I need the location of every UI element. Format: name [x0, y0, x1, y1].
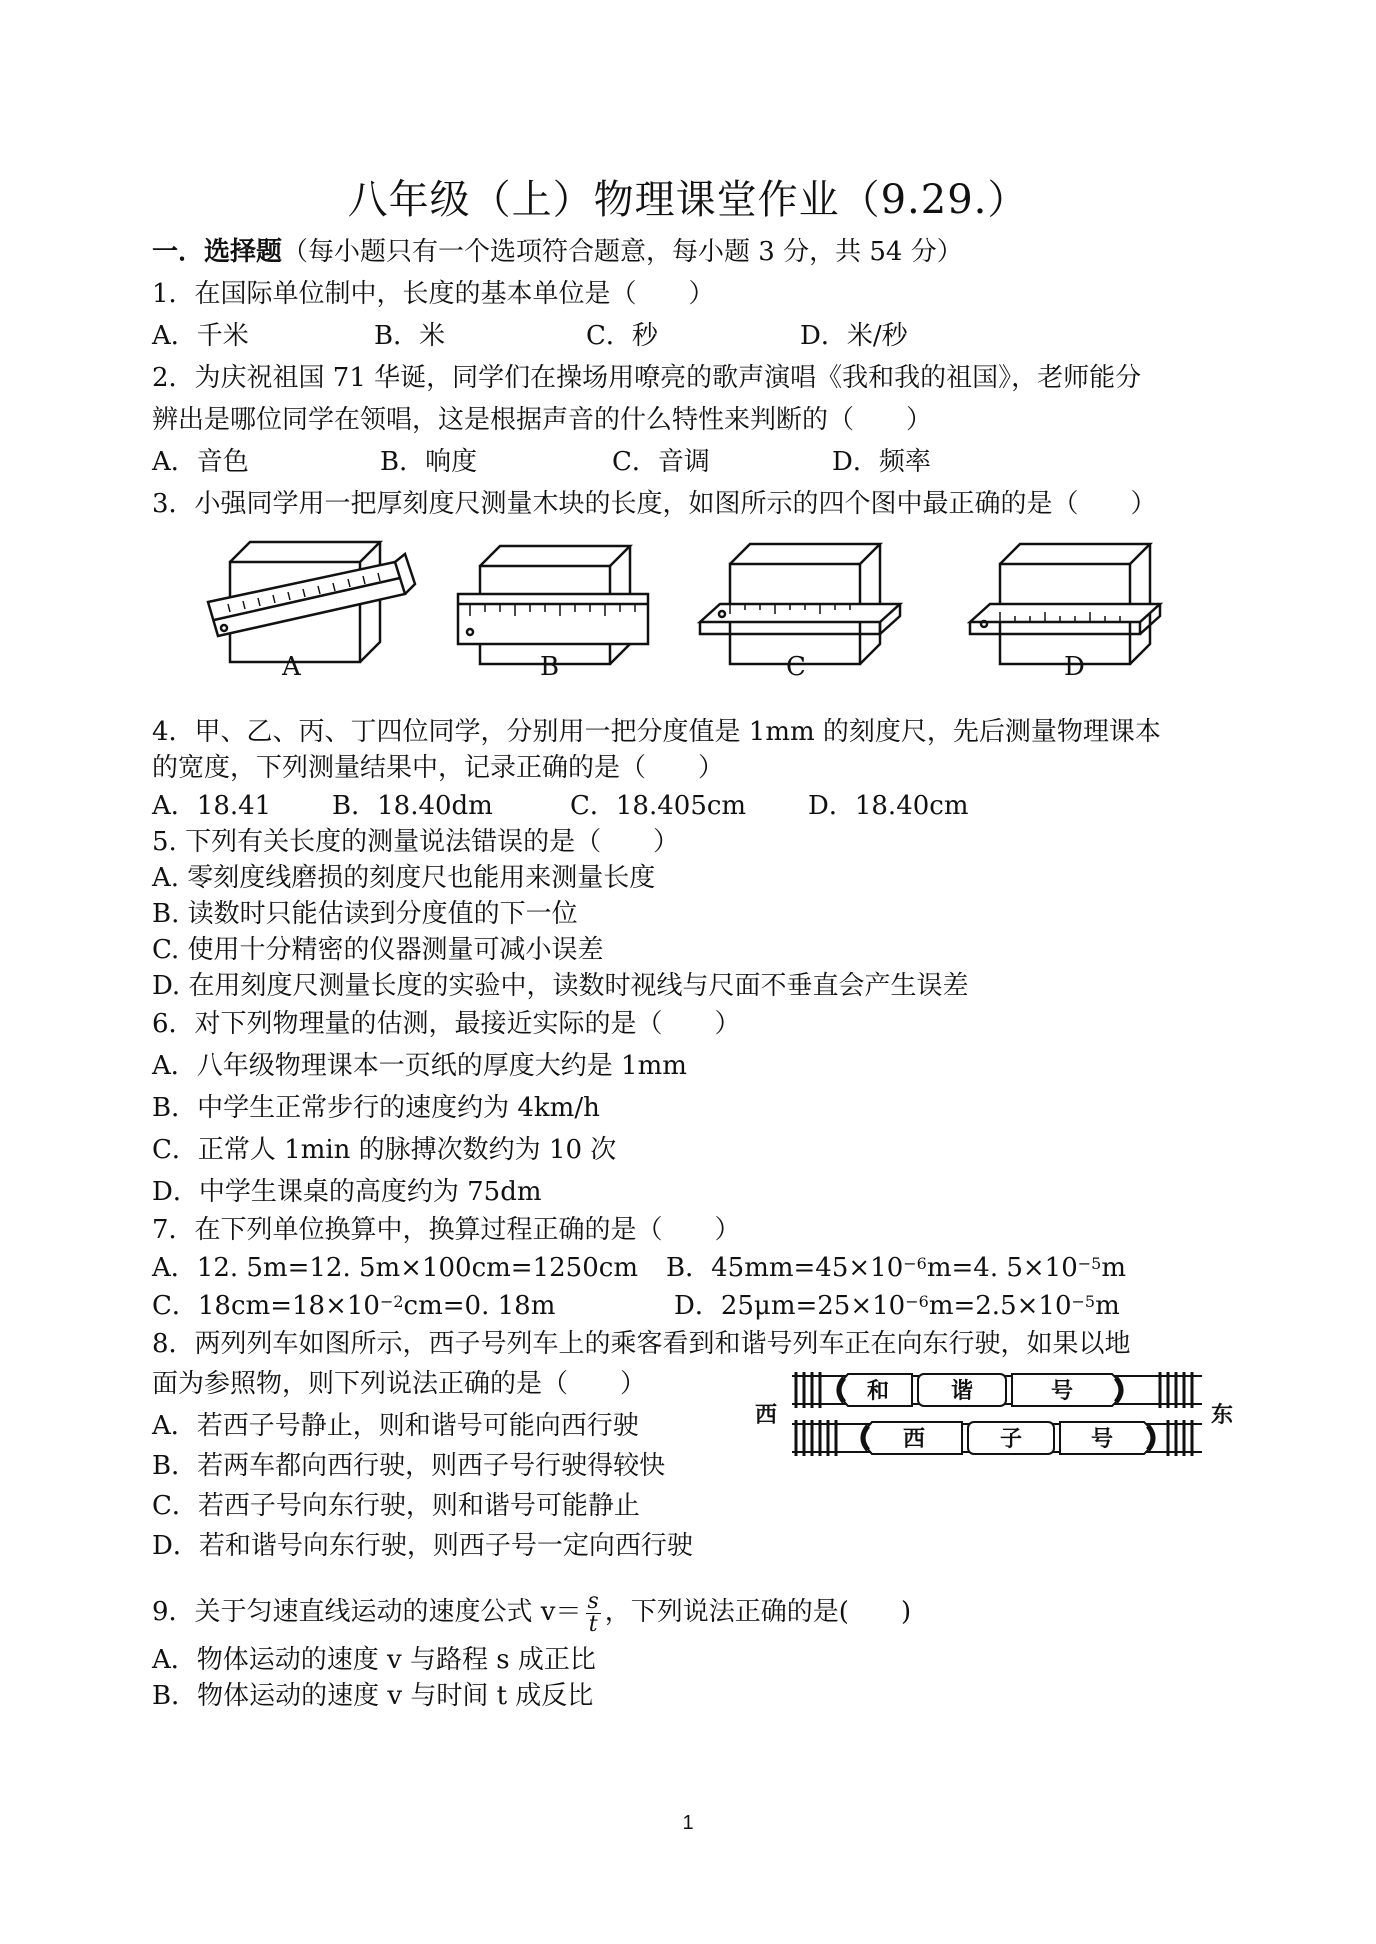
- q7-d-exp2: −5: [1071, 1292, 1096, 1311]
- q1-option-a: A．千米: [152, 321, 249, 351]
- q7-b-mid: m=4. 5×10: [926, 1253, 1078, 1283]
- q5-stem: 5. 下列有关长度的测量说法错误的是（ ）: [152, 827, 680, 857]
- figure-label-c: C: [786, 652, 806, 682]
- q2-option-b: B．响度: [380, 447, 478, 477]
- q9-fraction-denominator: t: [588, 1611, 598, 1637]
- section-heading: [152, 236, 963, 268]
- q8-train-figure: [752, 1366, 1236, 1462]
- q5-option-c: C. 使用十分精密的仪器测量可减小误差: [152, 935, 604, 965]
- page-title: 八年级（上）物理课堂作业（9.29.）: [347, 177, 1029, 223]
- q7-d-mid: m=2.5×10: [928, 1291, 1072, 1321]
- q8-stem-line2: 面为参照物，则下列说法正确的是（ ）: [152, 1369, 647, 1399]
- figure-label-b: B: [540, 652, 560, 682]
- q5-option-b: B. 读数时只能估读到分度值的下一位: [152, 899, 578, 929]
- q9-stem-post: ，下列说法正确的是( ): [604, 1597, 912, 1627]
- figure-d-drawing: [970, 544, 1160, 664]
- q8-top-car-1: 和: [866, 1378, 890, 1404]
- q5-option-a: A. 零刻度线磨损的刻度尺也能用来测量长度: [152, 863, 656, 893]
- q6-option-b: B．中学生正常步行的速度约为 4km/h: [152, 1093, 600, 1123]
- q8-bottom-car-3: 号: [1090, 1426, 1114, 1452]
- q4-option-a: A．18.41: [152, 791, 272, 821]
- page-number: 1: [682, 1812, 694, 1834]
- q9-option-a: A．物体运动的速度 v 与路程 s 成正比: [152, 1645, 596, 1675]
- q1-option-d: D．米/秒: [800, 321, 908, 351]
- q6-option-d: D．中学生课桌的高度约为 75dm: [152, 1177, 542, 1207]
- q1-option-c: C．秒: [586, 321, 658, 351]
- q7-option-a: A．12. 5m=12. 5m×100cm=1250cm: [152, 1253, 638, 1283]
- q4-stem-line2: 的宽度，下列测量结果中，记录正确的是（ ）: [152, 753, 725, 783]
- q2-stem-line2: 辨出是哪位同学在领唱，这是根据声音的什么特性来判断的（ ）: [152, 405, 933, 435]
- q8-west-label: 西: [754, 1402, 778, 1428]
- figure-a-drawing: [208, 542, 415, 662]
- q9-stem-pre: 9．关于匀速直线运动的速度公式 v＝: [152, 1597, 582, 1627]
- q7-option-d: [674, 1290, 1120, 1322]
- q8-top-car-2: 谐: [950, 1378, 974, 1404]
- q9-fraction-numerator: s: [587, 1588, 599, 1614]
- q7-b-post: m: [1101, 1253, 1127, 1283]
- q8-option-c: C．若西子号向东行驶，则和谐号可能静止: [152, 1491, 640, 1521]
- q7-b-exp2: −5: [1077, 1254, 1102, 1273]
- q4-stem-line1: 4．甲、乙、丙、丁四位同学，分别用一把分度值是 1mm 的刻度尺，先后测量物理课本: [152, 717, 1161, 747]
- q7-option-b: [666, 1252, 1126, 1284]
- q4-option-b: B．18.40dm: [332, 791, 493, 821]
- q9-option-b: B．物体运动的速度 v 与时间 t 成反比: [152, 1681, 594, 1711]
- q2-option-c: C．音调: [612, 447, 710, 477]
- q8-option-d: D．若和谐号向东行驶，则西子号一定向西行驶: [152, 1531, 693, 1561]
- q7-d-pre: D．25μm=25×10: [674, 1291, 906, 1321]
- q3-ruler-figures: [200, 524, 1180, 674]
- q7-c-pre: C．18cm=18×10: [152, 1291, 380, 1321]
- q8-bottom-car-2: 子: [999, 1426, 1023, 1452]
- section-label: 一．选择题: [152, 237, 283, 267]
- q5-option-d: D. 在用刻度尺测量长度的实验中，读数时视线与尺面不垂直会产生误差: [152, 971, 969, 1001]
- figure-label-a: A: [282, 652, 301, 682]
- q8-option-a: A．若西子号静止，则和谐号可能向西行驶: [152, 1411, 639, 1441]
- q2-option-d: D．频率: [832, 447, 931, 477]
- q7-c-post: cm=0. 18m: [403, 1291, 556, 1321]
- q8-stem-line1: 8．两列列车如图所示，西子号列车上的乘客看到和谐号列车正在向东行驶，如果以地: [152, 1329, 1131, 1359]
- q7-d-post: m: [1095, 1291, 1120, 1321]
- q1-stem: 1．在国际单位制中，长度的基本单位是（ ）: [152, 279, 715, 309]
- figure-b-drawing: [458, 546, 648, 664]
- q4-option-c: C．18.405cm: [570, 791, 747, 821]
- q7-b-pre: B．45mm=45×10: [666, 1253, 904, 1283]
- q3-stem: 3．小强同学用一把厚刻度尺测量木块的长度，如图所示的四个图中最正确的是（ ）: [152, 489, 1157, 519]
- q8-bottom-car-1: 西: [902, 1426, 926, 1452]
- q7-stem: 7．在下列单位换算中，换算过程正确的是（ ）: [152, 1215, 741, 1245]
- q1-option-b: B．米: [374, 321, 446, 351]
- q7-d-exp1: −6: [905, 1292, 929, 1311]
- figure-c-drawing: [700, 544, 900, 664]
- q6-option-c: C．正常人 1min 的脉搏次数约为 10 次: [152, 1135, 617, 1165]
- q9-fraction: [586, 1588, 601, 1637]
- figure-label-d: D: [1064, 652, 1085, 682]
- q8-top-car-3: 号: [1050, 1378, 1074, 1404]
- q7-c-exp1: −2: [379, 1292, 404, 1311]
- q9-stem: [152, 1584, 911, 1640]
- q7-option-c: [152, 1290, 555, 1322]
- q6-option-a: A．八年级物理课本一页纸的厚度大约是 1mm: [152, 1051, 687, 1081]
- q8-option-b: B．若两车都向西行驶，则西子号行驶得较快: [152, 1451, 666, 1481]
- q6-stem: 6．对下列物理量的估测，最接近实际的是（ ）: [152, 1009, 741, 1039]
- q2-stem-line1: 2．为庆祝祖国 71 华诞，同学们在操场用嘹亮的歌声演唱《我和我的祖国》，老师能分: [152, 363, 1142, 393]
- section-note: （每小题只有一个选项符合题意，每小题 3 分，共 54 分）: [282, 237, 963, 267]
- q4-option-d: D．18.40cm: [808, 791, 969, 821]
- q2-option-a: A．音色: [152, 447, 249, 477]
- q8-east-label: 东: [1210, 1402, 1234, 1428]
- q7-b-exp1: −6: [903, 1254, 927, 1273]
